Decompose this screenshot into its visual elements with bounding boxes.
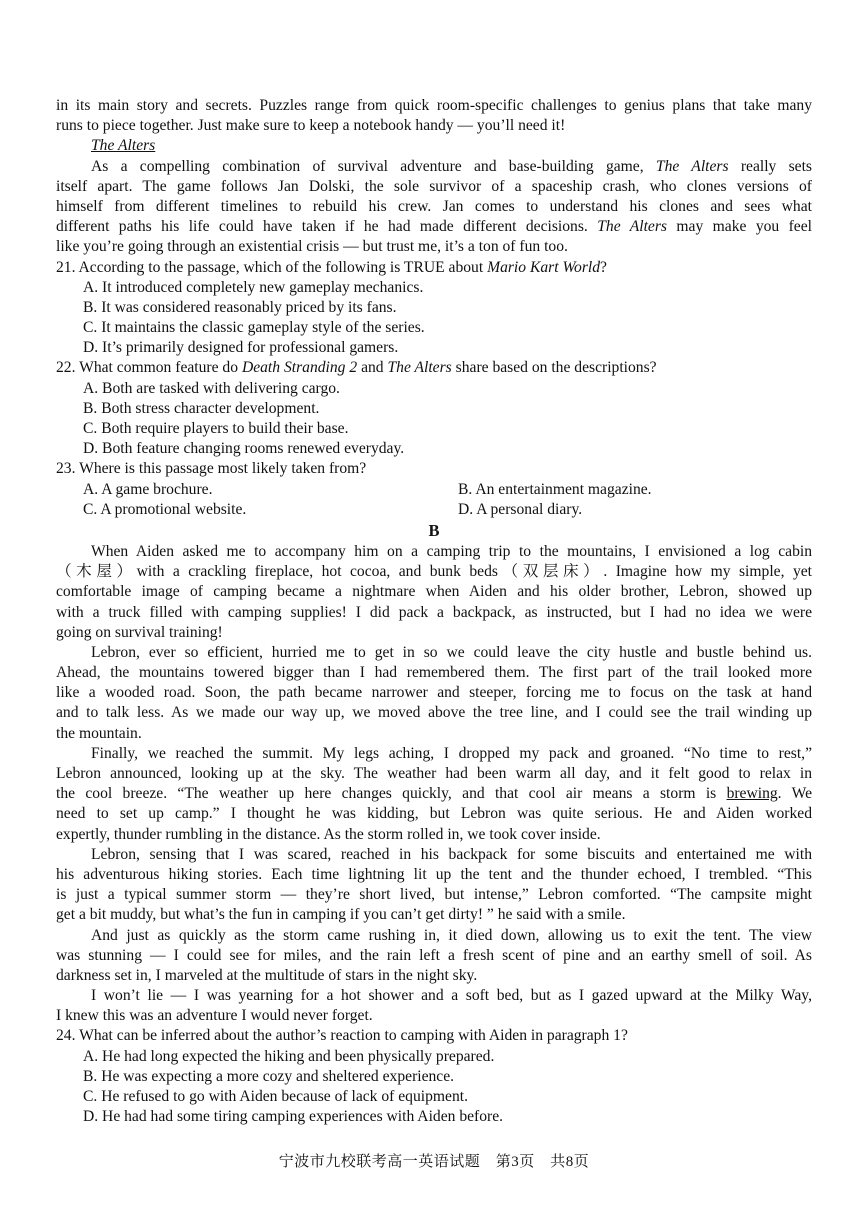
question-option-row: [56, 480, 812, 500]
passage-line: different paths his life could have taken if he had made different decisions. The Alters may make you feel: [56, 218, 812, 236]
passage-line: When Aiden asked me to accompany him on a camping trip to the mountains, I envisioned a log cabin: [91, 542, 812, 560]
passage-line: his adventurous hiking stories. Each time lightning lit up the tent and the thunder echoed, I trembled. “This: [56, 865, 812, 883]
question-23-stem: 23. Where is this passage most likely taken from?: [56, 460, 367, 478]
page-footer: 宁波市九校联考高一英语试题 第3页 共8页: [278, 1154, 590, 1170]
question-option: B. Both stress character development.: [83, 399, 320, 417]
passage-line: comfortable image of camping became a nightmare when Aiden and his older brother, Lebron, showed up: [56, 583, 812, 601]
question-24-stem: 24. What can be inferred about the author’s reaction to camping with Aiden in paragraph 1?: [56, 1027, 628, 1045]
passage-line: like a wooded road. Soon, the path became narrower and steeper, forcing me to focus on the task at hand: [56, 684, 812, 702]
passage-line: I knew this was an adventure I would never forget.: [56, 1007, 373, 1025]
passage-line: in its main story and secrets. Puzzles range from quick room-specific challenges to genius plans that take many: [56, 97, 812, 114]
question-option: C. He refused to go with Aiden because of lack of equipment.: [83, 1088, 468, 1105]
page-content: [56, 96, 812, 1127]
question-option: C. Both require players to build their base.: [83, 420, 349, 437]
question-option: B. An entertainment magazine.: [458, 480, 652, 498]
passage-line: like you’re going through an existential crisis — but trust me, it’s a ton of fun too.: [56, 238, 568, 256]
passage-line: himself from different timelines to rebuild his crew. Jan comes to understand his clones and sees what: [56, 197, 812, 215]
question-option: D. It’s primarily designed for professional gamers.: [83, 339, 399, 357]
passage-line: As a compelling combination of survival adventure and base-building game, The Alters really sets: [91, 157, 812, 175]
passage-line: And just as quickly as the storm came rushing in, it died down, allowing us to exit the tent. The view: [91, 926, 812, 944]
passage-line: is just a typical summer storm — they’re short lived, but intense,” Lebron comforted. “The campsite might: [56, 886, 812, 904]
passage-line: Lebron announced, looking up at the sky. The weather had been warm all day, and it felt good to relax in: [56, 765, 812, 782]
question-22-stem: 22. What common feature do Death Stranding 2 and The Alters share based on the descriptions?: [56, 359, 657, 377]
passage-line: need to set up camp.” I thought he was kidding, but Lebron was quite serious. He and Aiden worked: [56, 805, 812, 823]
passage-line: going on survival training!: [56, 623, 223, 641]
passage-line: Lebron, ever so efficient, hurried me to get in so we could leave the city hustle and bustle behind us.: [91, 643, 812, 661]
game-title-the-alters: The Alters: [91, 137, 156, 155]
passage-line: （木屋）with a crackling fireplace, hot cocoa, and bunk beds（双层床）. Imagine how my simple, yet: [56, 563, 812, 581]
passage-line: the mountain.: [56, 724, 142, 742]
passage-line: darkness set in, I marveled at the multitude of stars in the night sky.: [56, 966, 478, 984]
passage-line: and to talk less. As we made our way up, we moved above the tree line, and I could see the trail winding up: [56, 704, 812, 722]
passage-line: the cool breeze. “The weather up here changes quickly, and that cool air means a storm is brewing. We: [56, 785, 812, 803]
question-option-row: [56, 500, 812, 520]
passage-line: Finally, we reached the summit. My legs aching, I dropped my pack and groaned. “No time to rest,”: [91, 744, 812, 762]
question-option: D. Both feature changing rooms renewed everyday.: [83, 440, 405, 458]
question-option: A. A game brochure.: [83, 480, 213, 498]
passage-line: runs to piece together. Just make sure to keep a notebook handy — you’ll need it!: [56, 117, 566, 135]
question-option: B. It was considered reasonably priced by its fans.: [83, 298, 397, 316]
question-option: C. A promotional website.: [83, 500, 247, 518]
underlined-word-brewing: brewing: [726, 785, 778, 803]
question-option: A. He had long expected the hiking and been physically prepared.: [83, 1047, 495, 1065]
question-option: A. Both are tasked with delivering cargo.: [83, 379, 340, 397]
question-option: C. It maintains the classic gameplay style of the series.: [83, 319, 425, 337]
passage-line: itself apart. The game follows Jan Dolski, the sole survivor of a spaceship crash, who clones versions of: [56, 177, 812, 195]
question-21-stem: 21. According to the passage, which of the following is TRUE about Mario Kart World?: [56, 258, 607, 276]
question-option: D. A personal diary.: [458, 500, 583, 518]
passage-line: Lebron, sensing that I was scared, reached in his backpack for some biscuits and entertained me with: [91, 845, 812, 863]
question-option: B. He was expecting a more cozy and sheltered experience.: [83, 1067, 455, 1085]
passage-line: get a bit muddy, but what’s the fun in camping if you can’t get dirty! ” he said with a smile.: [56, 906, 626, 924]
passage-line: expertly, thunder rumbling in the distance. As the storm rolled in, we took cover inside.: [56, 825, 601, 843]
passage-line: Ahead, the mountains towered bigger than I had remembered them. The first part of the trail looked more: [56, 664, 812, 682]
question-option: D. He had had some tiring camping experiences with Aiden before.: [83, 1108, 504, 1126]
passage-line: with a truck filled with camping supplies! I did pack a backpack, as instructed, but I had no idea we were: [56, 603, 812, 621]
passage-line: was stunning — I could see for miles, and the rain left a fresh scent of pine and an earthy smell of soil. As: [56, 946, 812, 964]
passage-line: I won’t lie — I was yearning for a hot shower and a soft bed, but as I gazed upward at the Milky Way,: [91, 987, 812, 1005]
question-option: A. It introduced completely new gameplay mechanics.: [83, 278, 424, 296]
section-b-heading: B: [428, 520, 440, 540]
